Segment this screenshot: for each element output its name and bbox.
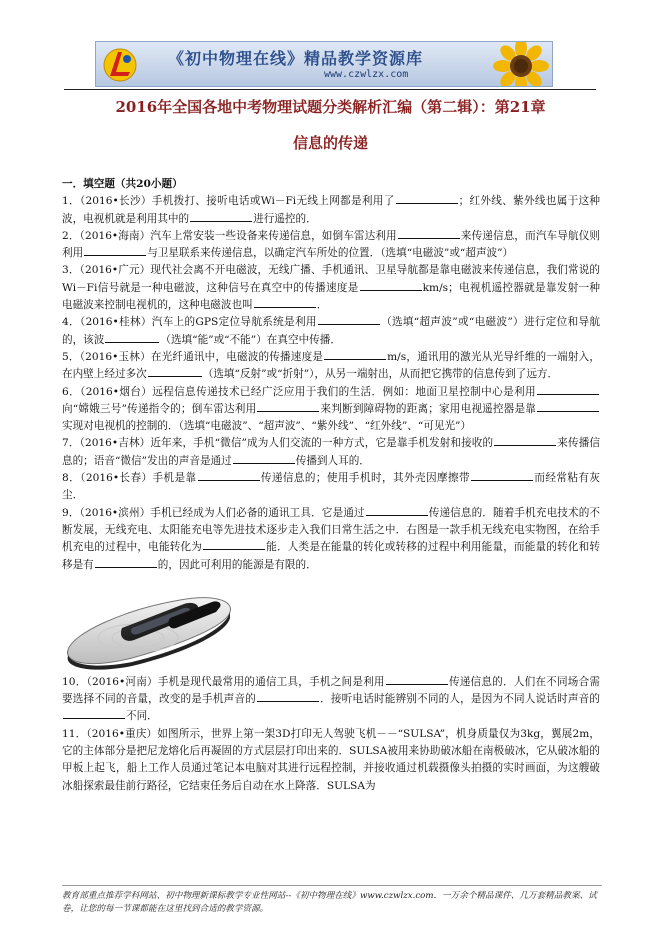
question-4: 4．（2016•桂林）汽车上的GPS定位导航系统是利用 （选填“超声波”或“电磁波”）进行定位和导航的，该波 （选填“能”或“不能”）在真空中传播． [62, 316, 600, 346]
answer-blank[interactable] [190, 220, 252, 222]
answer-blank[interactable] [84, 254, 146, 256]
answer-blank[interactable] [366, 514, 428, 516]
answer-blank[interactable] [257, 410, 319, 412]
question-3: 3．（2016•广元）现代社会离不开电磁波，无线广播、手机通讯、卫星导航都是靠电磁波来传递信息，我们常说的Wi－Fi信号就是一种电磁波，这种信号在真空中的传播速度是 km/s；电视机遥控器就是靠发射一种电磁波来控制电视机的，这种电磁波也叫 ． [62, 264, 600, 312]
answer-blank[interactable] [537, 410, 599, 412]
answer-blank[interactable] [537, 393, 599, 395]
answer-blank[interactable] [148, 375, 202, 377]
site-url: www.czwlzx.com [324, 69, 409, 80]
question-5: 5．（2016•玉林）在光纤通讯中，电磁波的传播速度是 m/s，通讯用的激光从光导纤维的一端射入，在内壁上经过多次 （选填“反射”或“折射”），从另一端射出，从而把它携带的信息传到了远方． [62, 350, 600, 381]
answer-blank[interactable] [398, 237, 460, 239]
site-logo-icon [102, 46, 138, 84]
answer-blank[interactable] [63, 717, 125, 719]
answer-blank[interactable] [471, 479, 533, 481]
question-1: 1．（2016•长沙）手机拨打、接听电话或Wi－Fi无线上网都是利用了 ；红外线、紫外线也属于这种波，电视机就是利用其中的 进行遥控的． [62, 195, 601, 225]
answer-blank[interactable] [257, 700, 319, 702]
answer-blank[interactable] [254, 306, 316, 308]
answer-blank[interactable] [396, 202, 458, 204]
answer-blank[interactable] [386, 683, 448, 685]
answer-blank[interactable] [198, 479, 260, 481]
question-7: 7．（2016•吉林）近年来，手机“微信”成为人们交流的一种方式，它是靠手机发射和接收的 来传播信息的；语音“微信”发出的声音是通过 传播到人耳的． [62, 437, 600, 467]
answer-blank[interactable] [105, 341, 159, 343]
question-9: 9．（2016•滨州）手机已经成为人们必备的通讯工具．它是通过 传递信息的．随着手机充电技术的不断发展，无线充电、太阳能充电等先进技术逐步走入我们日常生活之中．右图是一款手机无线充电实物图，在给手机充电的过程中，电能转化为 能．人类是在能量的转化或转移的过程中利用能量，而能量的转化和转移是有 的，因此可利用的能源是有限的． [62, 506, 600, 571]
answer-blank[interactable] [95, 566, 157, 568]
wireless-charger-picture [62, 578, 238, 670]
section-heading: 一．填空题（共20小题） [62, 178, 183, 190]
answer-blank[interactable] [203, 548, 265, 550]
answer-blank[interactable] [318, 323, 380, 325]
site-name: 《初中物理在线》精品教学资源库 [168, 49, 424, 68]
question-content [62, 176, 600, 795]
document-subtitle: 信息的传递 [292, 134, 368, 152]
answer-blank[interactable] [494, 444, 556, 446]
site-banner [95, 41, 553, 87]
document-title: 2016年全国各地中考物理试题分类解析汇编（第二辑）：第21章 [115, 98, 546, 116]
question-8: 8．（2016•长春）手机是靠 传递信息的；使用手机时，其外壳因摩擦带 而经常粘有灰尘． [62, 472, 601, 502]
question-6: 6．（2016•烟台）远程信息传递技术已经广泛应用于我们的生活．例如：地面卫星控制中心是利用向“嫦娥三号”传递指令的；倒车雷达利用 来判断到障碍物的距离；家用电视遥控器是靠实现对电视机的控制的．（选填“电磁波”、“超声波”、“紫外线”、“红外线”、“可见光”） [62, 384, 600, 436]
answer-blank[interactable] [324, 358, 386, 360]
footer-divider [62, 885, 602, 886]
sunflower-icon [492, 41, 550, 87]
page-footer: 教育部重点推荐学科网站、初中物理新课标教学专业性网站--《初中物理在线》www.czwlzx.com．一万余个精品课件、几万套精品教案、试卷，让您的每一节课都能在这里找到合适的教学资源。 [62, 891, 597, 914]
question-10: 10．（2016•河南）手机是现代最常用的通信工具，手机之间是利用 传递信息的．人们在不同场合需要选择不同的音量，改变的是手机声音的 ．接听电话时能辨别不同的人，是因为不同人说话时声音的不同． [62, 675, 601, 723]
header-divider [64, 89, 596, 90]
answer-blank[interactable] [233, 462, 295, 464]
question-2: 2．（2016•海南）汽车上常安装一些设备来传递信息，如倒车雷达利用 来传递信息，而汽车导航仪则利用 与卫星联系来传递信息，以确定汽车所处的位置．（选填“电磁波”或“超声波”） [62, 229, 600, 260]
answer-blank[interactable] [360, 289, 422, 291]
question-11: 11．（2016•重庆）如图所示，世界上第一架3D打印无人驾驶飞机－－“SULSA”，机身质量仅为3kg，翼展2m，它的主体部分是把尼龙熔化后再凝固的方式层层打印出来的．SULSA被用来协助破冰船在南极破冰，它从破冰船的甲板上起飞，船上工作人员通过笔记本电脑对其进行远程控制，并接收通过机载摄像头拍摄的实时画面，为这艘破冰船探索最佳前行路径，它结束任务后自动在水上降落．SULSA为 [62, 727, 600, 792]
